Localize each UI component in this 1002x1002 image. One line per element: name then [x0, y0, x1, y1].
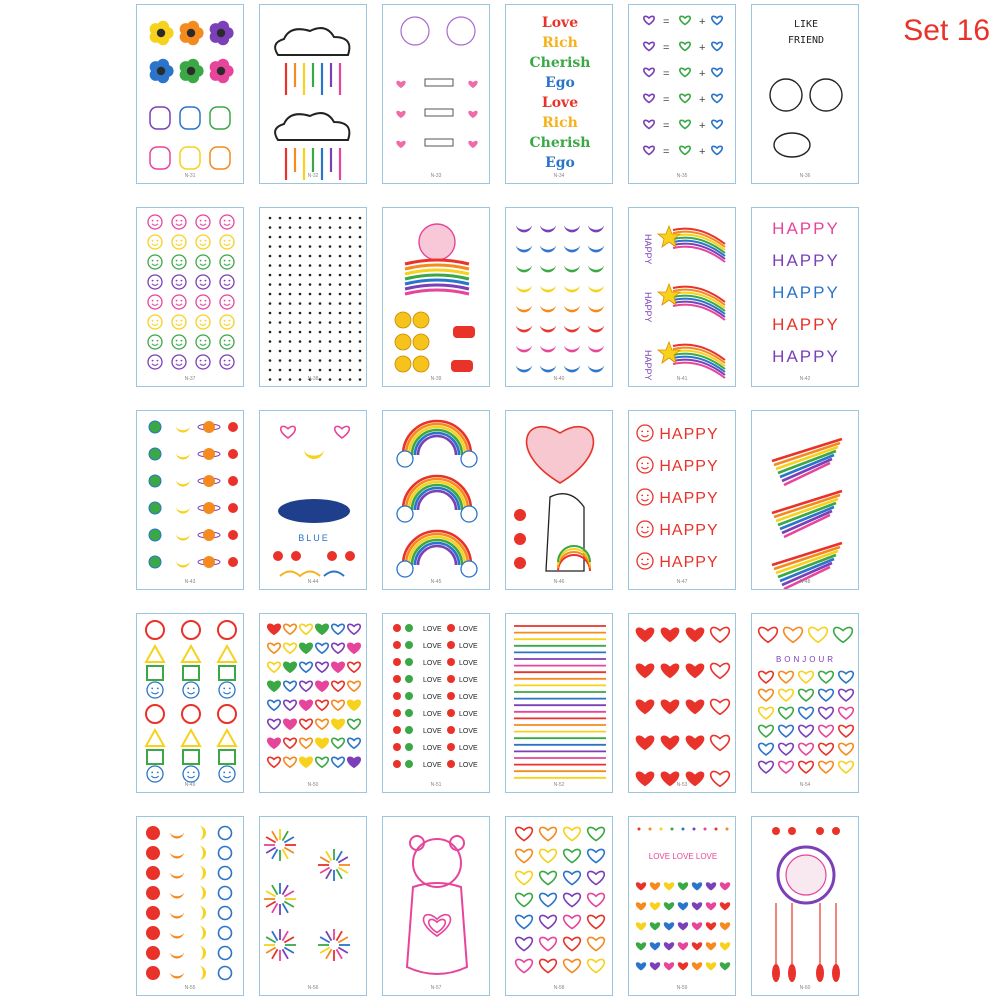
svg-text:LIKE: LIKE	[793, 19, 819, 30]
word-text: Ego	[545, 75, 575, 91]
rain-clouds-artwork	[260, 5, 367, 184]
word-text: Rich	[542, 35, 578, 51]
bonjour-hearts-artwork	[752, 614, 859, 793]
outline-hearts-artwork	[506, 817, 613, 996]
svg-text:=: =	[663, 68, 670, 80]
tattoo-card-night-sky	[259, 410, 367, 590]
tattoo-card-peanuts	[751, 4, 859, 184]
tattoo-card-rainbow-stripes	[751, 410, 859, 590]
svg-text:HAPPY: HAPPY	[772, 315, 840, 334]
svg-text:=: =	[663, 94, 670, 106]
tattoo-card-strawberries-love	[382, 613, 490, 793]
svg-text:=: =	[663, 42, 670, 54]
svg-text:+: +	[699, 94, 706, 106]
word-text: Love	[541, 15, 579, 31]
svg-text:LOVE: LOVE	[423, 677, 442, 684]
svg-text:+: +	[699, 68, 706, 80]
red-hearts-artwork	[629, 614, 736, 793]
shooting-stars-artwork	[629, 208, 736, 387]
svg-text:=: =	[663, 16, 670, 28]
card-code: N-59	[676, 985, 688, 991]
tattoo-card-shapes	[136, 613, 244, 793]
card-code: N-45	[430, 579, 442, 585]
tattoo-card-crescents	[505, 207, 613, 387]
word-text: Cherish	[529, 135, 591, 151]
svg-text:LOVE: LOVE	[459, 660, 478, 667]
card-code: N-48	[799, 579, 811, 585]
svg-text:LOVE: LOVE	[459, 711, 478, 718]
dots-artwork	[260, 208, 367, 387]
tattoo-card-rainbows	[382, 410, 490, 590]
svg-text:LOVE: LOVE	[423, 626, 442, 633]
night-sky-artwork	[260, 411, 367, 590]
card-code: N-51	[430, 782, 442, 788]
tattoo-card-shooting-stars	[628, 207, 736, 387]
tattoo-card-pig-burger	[382, 207, 490, 387]
card-code: N-42	[799, 376, 811, 382]
love-mix-artwork	[629, 817, 736, 996]
tattoo-card-girls-guns-hearts	[382, 4, 490, 184]
card-code: N-41	[676, 376, 688, 382]
svg-text:HAPPY: HAPPY	[643, 292, 653, 323]
tattoo-card-planets	[136, 410, 244, 590]
tattoo-card-heart-alpaca	[505, 410, 613, 590]
card-code: N-37	[184, 376, 196, 382]
planets-artwork	[137, 411, 244, 590]
svg-text:FRIEND: FRIEND	[787, 35, 825, 46]
svg-text:BONJOUR: BONJOUR	[775, 655, 837, 664]
strawberries-love-artwork	[383, 614, 490, 793]
card-code: N-34	[553, 173, 565, 179]
card-code: N-53	[676, 782, 688, 788]
word-text: Cherish	[529, 55, 591, 71]
tattoo-card-emoji-faces	[136, 207, 244, 387]
emoji-faces-artwork	[137, 208, 244, 387]
card-code: N-31	[184, 173, 196, 179]
svg-text:=: =	[663, 120, 670, 132]
girls-guns-hearts-artwork	[383, 5, 490, 184]
bear-artwork	[383, 817, 490, 996]
svg-text:HAPPY: HAPPY	[772, 219, 840, 238]
svg-text:LOVE: LOVE	[459, 694, 478, 701]
svg-text:LOVE: LOVE	[459, 745, 478, 752]
svg-text:HAPPY: HAPPY	[659, 458, 719, 475]
card-code: N-57	[430, 985, 442, 991]
heart-alpaca-artwork	[506, 411, 613, 590]
svg-text:HAPPY: HAPPY	[772, 283, 840, 302]
card-code: N-49	[184, 782, 196, 788]
word-text: Rich	[542, 115, 578, 131]
tattoo-card-happy-rows	[628, 410, 736, 590]
card-code: N-36	[799, 173, 811, 179]
svg-text:LOVE: LOVE	[423, 728, 442, 735]
svg-text:+: +	[699, 16, 706, 28]
card-code: N-33	[430, 173, 442, 179]
svg-text:LOVE: LOVE	[423, 711, 442, 718]
svg-text:LOVE: LOVE	[459, 728, 478, 735]
tattoo-card-dreamcatcher	[751, 816, 859, 996]
card-code: N-43	[184, 579, 196, 585]
svg-text:HAPPY: HAPPY	[772, 251, 840, 270]
svg-text:LOVE: LOVE	[459, 626, 478, 633]
pig-burger-artwork	[383, 208, 490, 387]
word-text: Love	[541, 95, 579, 111]
tattoo-card-words	[505, 4, 613, 184]
card-code: N-55	[184, 985, 196, 991]
crescents-artwork	[506, 208, 613, 387]
svg-text:+: +	[699, 146, 706, 158]
tattoo-card-hearts-grid	[259, 613, 367, 793]
heart-equations-artwork	[629, 5, 736, 184]
card-code: N-39	[430, 376, 442, 382]
svg-text:HAPPY: HAPPY	[659, 522, 719, 539]
tattoo-card-happy-vertical	[751, 207, 859, 387]
tattoo-card-moon-phases	[136, 816, 244, 996]
card-code: N-54	[799, 782, 811, 788]
rainbow-stripes-artwork	[752, 411, 859, 590]
svg-text:BLUE: BLUE	[298, 533, 330, 543]
svg-text:HAPPY: HAPPY	[659, 490, 719, 507]
svg-text:+: +	[699, 42, 706, 54]
tattoo-card-dots	[259, 207, 367, 387]
card-code: N-46	[553, 579, 565, 585]
svg-text:LOVE LOVE LOVE: LOVE LOVE LOVE	[648, 852, 718, 861]
tattoo-card-outline-hearts	[505, 816, 613, 996]
svg-text:LOVE: LOVE	[459, 677, 478, 684]
tattoo-card-heart-equations	[628, 4, 736, 184]
peanuts-artwork	[752, 5, 859, 184]
svg-text:LOVE: LOVE	[459, 643, 478, 650]
set-label: Set 16	[903, 14, 990, 47]
svg-text:HAPPY: HAPPY	[659, 554, 719, 571]
card-code: N-35	[676, 173, 688, 179]
happy-rows-artwork	[629, 411, 736, 590]
tattoo-card-flowers	[136, 4, 244, 184]
happy-vertical-artwork	[752, 208, 859, 387]
tattoo-card-rain-clouds	[259, 4, 367, 184]
svg-text:HAPPY: HAPPY	[643, 350, 653, 381]
card-code: N-38	[307, 376, 319, 382]
dreamcatcher-artwork	[752, 817, 859, 996]
svg-text:LOVE: LOVE	[423, 762, 442, 769]
tattoo-card-red-hearts	[628, 613, 736, 793]
svg-text:=: =	[663, 146, 670, 158]
card-code: N-56	[307, 985, 319, 991]
lines-artwork	[506, 614, 613, 793]
card-code: N-47	[676, 579, 688, 585]
card-code: N-58	[553, 985, 565, 991]
card-code: N-32	[307, 173, 319, 179]
word-text: Ego	[545, 155, 575, 171]
card-code: N-50	[307, 782, 319, 788]
svg-text:HAPPY: HAPPY	[659, 426, 719, 443]
card-code: N-60	[799, 985, 811, 991]
card-code: N-40	[553, 376, 565, 382]
svg-text:LOVE: LOVE	[459, 762, 478, 769]
tattoo-card-fireworks	[259, 816, 367, 996]
words-artwork	[506, 5, 613, 184]
svg-text:LOVE: LOVE	[423, 745, 442, 752]
tattoo-card-lines	[505, 613, 613, 793]
svg-text:HAPPY: HAPPY	[772, 347, 840, 366]
svg-text:LOVE: LOVE	[423, 643, 442, 650]
rainbows-artwork	[383, 411, 490, 590]
fireworks-artwork	[260, 817, 367, 996]
card-code: N-52	[553, 782, 565, 788]
card-code: N-44	[307, 579, 319, 585]
tattoo-card-bear	[382, 816, 490, 996]
flowers-artwork	[137, 5, 244, 184]
hearts-grid-artwork	[260, 614, 367, 793]
tattoo-card-love-mix	[628, 816, 736, 996]
svg-text:LOVE: LOVE	[423, 660, 442, 667]
svg-text:LOVE: LOVE	[423, 694, 442, 701]
svg-text:HAPPY: HAPPY	[643, 234, 653, 265]
shapes-artwork	[137, 614, 244, 793]
moon-phases-artwork	[137, 817, 244, 996]
tattoo-card-bonjour-hearts	[751, 613, 859, 793]
svg-text:+: +	[699, 120, 706, 132]
